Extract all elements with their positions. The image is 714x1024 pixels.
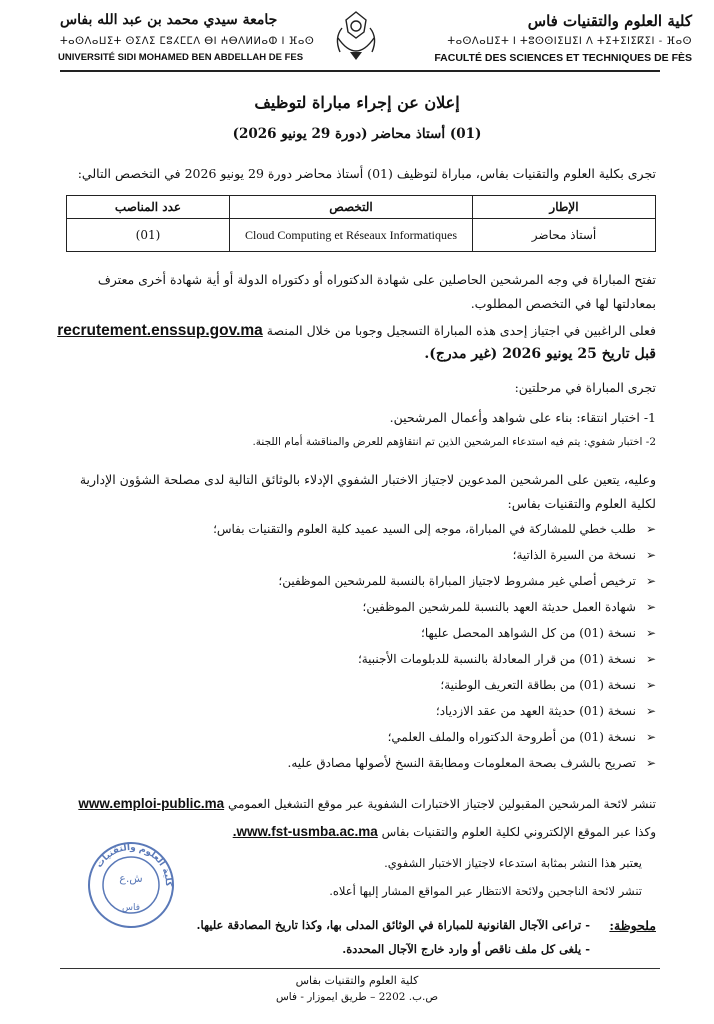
emploi-public-link[interactable]: www.emploi-public.ma bbox=[78, 796, 225, 811]
arrow-bullet-icon: ➢ bbox=[645, 626, 656, 640]
list-item: ➢نسخة (01) من بطاقة التعريف الوطنية؛ bbox=[440, 678, 656, 692]
publish-paragraph-2 bbox=[56, 824, 656, 839]
remark-1: - تراعى الآجال القانونية للمباراة في الوثائق المدلى بها، وكذا تاريخ المصادقة عليها. bbox=[196, 918, 590, 932]
results-note: تنشر لائحة الناجحين ولائحة الانتظار عبر المواقع المشار إليها أعلاه. bbox=[329, 884, 642, 898]
list-item: ➢طلب خطي للمشاركة في المباراة، موجه إلى السيد عميد كلية العلوم والتقنيات بفاس؛ bbox=[213, 522, 656, 536]
registration-paragraph bbox=[56, 322, 656, 340]
arrow-bullet-icon: ➢ bbox=[645, 652, 656, 666]
arrow-bullet-icon: ➢ bbox=[645, 574, 656, 588]
faculty-name-french: FACULTÉ DES SCIENCES ET TECHNIQUES DE FÈS bbox=[434, 52, 692, 64]
arrow-bullet-icon: ➢ bbox=[645, 704, 656, 718]
list-item: ➢شهادة العمل حديثة العهد بالنسبة للمرشحين الموظفين؛ bbox=[362, 600, 656, 614]
header-divider bbox=[60, 70, 660, 72]
page-subtitle: (01) أستاذ محاضر (دورة 29 يونيو 2026) bbox=[232, 126, 482, 142]
stage-1: 1- اختبار انتقاء: بناء على شواهد وأعمال المرشحين. bbox=[389, 410, 656, 425]
remark-2: - يلغى كل ملف ناقص أو وارد خارج الآجال المحددة. bbox=[342, 942, 590, 956]
publish-text-1: تنشر لائحة المرشحين المقبولين لاجتياز الاختبارات الشفوية عبر موقع التشغيل العمومي bbox=[227, 797, 656, 811]
university-crest-icon bbox=[320, 8, 392, 68]
footer-divider bbox=[60, 968, 660, 969]
arrow-bullet-icon: ➢ bbox=[645, 678, 656, 692]
university-name-french: UNIVERSITÉ SIDI MOHAMED BEN ABDELLAH DE FES bbox=[58, 52, 304, 63]
platform-link[interactable]: recrutement.enssup.gov.ma bbox=[57, 322, 263, 339]
stamp-seal-icon bbox=[86, 840, 176, 930]
table-cell: (01) bbox=[67, 219, 230, 252]
university-name-arabic: جامعة سيدي محمد بن عبد الله بفاس bbox=[60, 12, 278, 28]
table-row bbox=[67, 219, 656, 252]
deadline-text: قبل تاريخ 25 يونيو 2026 (غير مدرج). bbox=[424, 346, 656, 362]
footer-line-2: ص.ب. 2202 – طريق ايموزار - فاس bbox=[275, 991, 439, 1003]
registration-text: فعلى الراغبين في اجتياز إحدى هذه المباراة التسجيل وجوبا من خلال المنصة bbox=[266, 323, 656, 338]
table-header-cell: التخصص bbox=[230, 196, 473, 219]
stages-intro: تجرى المباراة في مرحلتين: bbox=[514, 380, 656, 395]
convocation-note: يعتبر هذا النشر بمثابة استدعاء لاجتياز الاختبار الشفوي. bbox=[384, 856, 642, 870]
fst-website-link[interactable]: www.fst-usmba.ac.ma. bbox=[232, 824, 378, 839]
arrow-bullet-icon: ➢ bbox=[645, 548, 656, 562]
table-cell: Cloud Computing et Réseaux Informatiques bbox=[230, 219, 473, 252]
table-header-row bbox=[67, 196, 656, 219]
remark-label: ملحوظة: bbox=[609, 918, 656, 933]
stage-2: 2- اختبار شفوي: يتم فيه استدعاء المرشحين الذين تم انتقاؤهم للعرض والمناقشة أمام اللجنة. bbox=[252, 436, 656, 448]
intro-paragraph: تجرى بكلية العلوم والتقنيات بفاس، مباراة لتوظيف (01) أستاذ محاضر دورة 29 يونيو 2026 في التخصص التالي: bbox=[77, 166, 656, 181]
arrow-bullet-icon: ➢ bbox=[645, 522, 656, 536]
stamp-ring-text: كلية العلوم والتقنيات bbox=[94, 842, 174, 887]
stamp-signature: ش.ع bbox=[119, 872, 143, 885]
page-title: إعلان عن إجراء مباراة لتوظيف bbox=[254, 93, 460, 112]
table-header-cell: عدد المناصب bbox=[67, 196, 230, 219]
positions-table bbox=[66, 195, 656, 252]
list-item: ➢تصريح بالشرف بصحة المعلومات ومطابقة النسخ لأصولها مصادق عليه. bbox=[287, 756, 656, 770]
arrow-bullet-icon: ➢ bbox=[645, 756, 656, 770]
footer-line-1: كلية العلوم والتقنيات بفاس bbox=[295, 974, 419, 987]
publish-paragraph-1 bbox=[56, 796, 656, 811]
list-item: ➢نسخة (01) من قرار المعادلة بالنسبة للدبلومات الأجنبية؛ bbox=[357, 652, 656, 666]
documents-intro: وعليه، يتعين على المرشحين المدعوين لاجتياز الاختبار الشفوي الإدلاء بالوثائق التالية لدى مصلحة الشؤون الإدارية لكلية العلوم والتقنيات بفاس: bbox=[79, 472, 656, 511]
eligibility-paragraph: تفتح المباراة في وجه المرشحين الحاصلين على شهادة الدكتوراه أو دكتوراه الدولة أو أية شهادة أخرى معترف بمعادلتها لها في التخصص المطلوب. bbox=[97, 272, 656, 311]
arrow-bullet-icon: ➢ bbox=[645, 600, 656, 614]
list-item: ➢ترخيص أصلي غير مشروط لاجتياز المباراة بالنسبة للمرشحين الموظفين؛ bbox=[278, 574, 656, 588]
table-header-cell: الإطار bbox=[473, 196, 656, 219]
list-item: ➢نسخة (01) حديثة العهد من عقد الازدياد؛ bbox=[435, 704, 656, 718]
list-item: ➢نسخة (01) من كل الشواهد المحصل عليها؛ bbox=[421, 626, 656, 640]
arrow-bullet-icon: ➢ bbox=[645, 730, 656, 744]
stamp-city: فاس bbox=[121, 903, 141, 913]
table-cell: أستاذ محاضر bbox=[473, 219, 656, 252]
faculty-name-tifinagh: ⵜⴰⵙⴷⴰⵡⵉⵜ ⵏ ⵜⵓⵙⵙⵏⵉⵡⵉⵏ ⴷ ⵜⵉⵜⵉⵏⵉⴽⵉⵏ - ⴼⴰⵙ bbox=[447, 36, 692, 47]
list-item: ➢نسخة من السيرة الذاتية؛ bbox=[512, 548, 656, 562]
faculty-name-arabic: كلية العلوم والتقنيات فاس bbox=[527, 12, 692, 30]
list-item: ➢نسخة (01) من أطروحة الدكتوراه والملف العلمي؛ bbox=[387, 730, 656, 744]
university-name-tifinagh: ⵜⴰⵙⴷⴰⵡⵉⵜ ⵙⵉⴷⵉ ⵎⵓⵃⵎⵎⴷ ⴱⵏ ⵄⴱⴷⵍⵍⴰⵀ ⵏ ⴼⴰⵙ bbox=[60, 36, 315, 47]
publish-text-2: وكذا عبر الموقع الإلكتروني لكلية العلوم والتقنيات بفاس bbox=[381, 825, 656, 839]
official-stamp bbox=[86, 840, 176, 930]
